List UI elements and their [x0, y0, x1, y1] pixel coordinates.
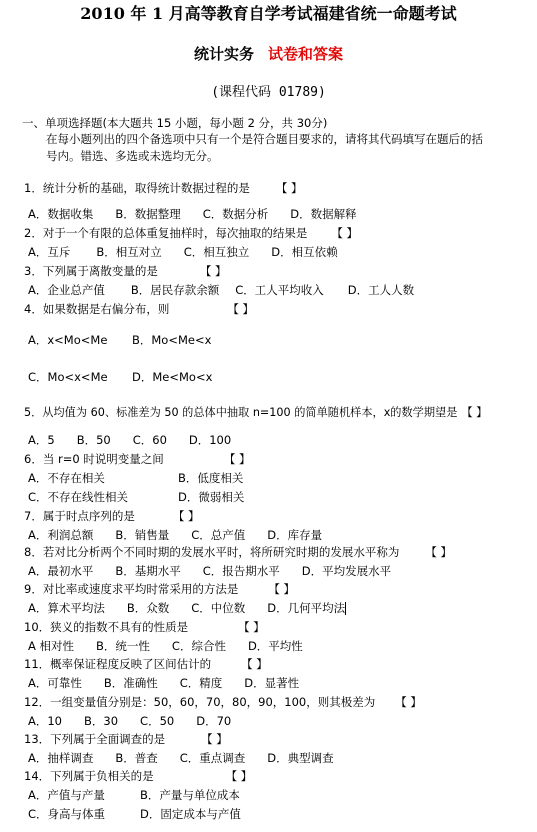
option-b: B．销售量	[115, 528, 170, 542]
option-d: D．工人人数	[347, 283, 415, 297]
question-stem: 2．对于一个有限的总体重复抽样时，每次抽取的结果是	[24, 226, 308, 240]
option-d: D．显著性	[244, 676, 300, 690]
option-c: C．工人平均收入	[235, 283, 324, 297]
option-d: D．固定成本与产值	[140, 807, 241, 821]
option-a: A．可靠性	[28, 676, 82, 690]
answer-blank: 【 】	[395, 695, 422, 709]
option-d: D．数据解释	[290, 207, 357, 221]
option-a: A．最初水平	[28, 564, 94, 578]
exam-subtitle	[0, 47, 537, 62]
option-b: B．数据整理	[115, 207, 181, 221]
question-1	[24, 181, 302, 196]
question-5	[24, 405, 487, 420]
option-d: D．平均发展水平	[301, 564, 392, 578]
option-a: A．5	[28, 433, 55, 447]
option-b: B．相互对立	[96, 245, 162, 259]
question-3-options	[28, 283, 414, 298]
question-2	[24, 226, 358, 241]
question-6	[24, 452, 250, 467]
subject-name: 统计实务	[193, 45, 254, 63]
option-c: C．总产值	[191, 528, 246, 542]
question-8-options	[28, 564, 391, 579]
answer-blank: 【 】	[199, 264, 227, 278]
question-stem: 9．对比率或速度求平均时常采用的方法是	[24, 582, 239, 596]
question-stem: 10．狭义的指数不具有的性质是	[24, 620, 189, 634]
question-stem: 14．下列属于负相关的是	[24, 769, 154, 783]
question-12	[24, 695, 422, 710]
option-b: B．普查	[115, 751, 158, 765]
option-b: B．众数	[126, 601, 170, 615]
answer-blank: 【 】	[223, 452, 251, 466]
section-instruction-2: 号内。错选、多选或未选均无分。	[46, 149, 219, 163]
option-a: A．互斥	[28, 245, 71, 259]
question-14	[24, 769, 252, 784]
option-c: C．60	[132, 433, 167, 447]
question-8	[24, 545, 452, 560]
option-b: B．Mo<Me<x	[132, 333, 212, 347]
question-stem: 8．若对比分析两个不同时期的发展水平时，将所研究时期的发展水平称为	[24, 545, 400, 559]
option-d: D．几何平均法	[267, 601, 346, 615]
option-b: B．居民存款余额	[130, 283, 220, 297]
option-d: D．100	[188, 433, 232, 447]
question-1-options	[28, 207, 357, 222]
option-d: D．典型调查	[267, 751, 334, 765]
question-9-options	[28, 601, 346, 616]
answer-blank: 【 】	[275, 181, 303, 195]
answer-blank: 【 】	[241, 657, 268, 671]
question-3	[24, 264, 226, 279]
exam-title: 2010 年 1 月高等教育自学考试福建省统一命题考试	[80, 4, 457, 23]
option-a: A．不存在相关	[28, 471, 105, 485]
question-2-options	[28, 245, 338, 260]
question-7-options	[28, 528, 322, 543]
answer-blank: 【 】	[201, 732, 228, 746]
question-stem: 7．属于时点序列的是	[24, 509, 135, 523]
question-13	[24, 732, 228, 747]
option-b: B．50	[76, 433, 111, 447]
option-a: A．数据收集	[28, 207, 94, 221]
question-13-options	[28, 751, 334, 766]
option-b: B．30	[84, 714, 119, 728]
option-a: A．利润总额	[28, 528, 94, 542]
option-d: D．Me<Mo<x	[132, 370, 213, 384]
course-code: (课程代码 01789)	[211, 85, 326, 100]
question-4	[24, 302, 254, 317]
answer-blank: 【 】	[425, 545, 452, 559]
option-b: B．产量与单位成本	[140, 788, 240, 802]
question-10-options	[28, 639, 303, 654]
option-a: A 相对性	[28, 639, 75, 653]
question-10	[24, 620, 265, 635]
question-11-options	[28, 676, 299, 691]
answer-blank: 【 】	[227, 302, 254, 316]
option-b: B．低度相关	[178, 471, 244, 485]
text-cursor	[345, 602, 346, 615]
option-c: C．重点调查	[179, 751, 246, 765]
option-a: A．x<Mo<Me	[28, 333, 108, 347]
question-7	[24, 509, 199, 524]
option-c: C．不存在线性相关	[28, 490, 129, 504]
section-heading: 一、单项选择题(本大题共 15 小题，每小题 2 分，共 30分)	[22, 116, 328, 130]
answer-blank: 【 】	[172, 509, 200, 523]
answer-blank: 【 】	[461, 406, 488, 419]
question-stem: 6．当 r=0 时说明变量之间	[24, 452, 164, 466]
option-a: A．企业总产值	[28, 283, 105, 297]
option-a: A．10	[28, 714, 63, 728]
option-d: D．70	[196, 714, 232, 728]
option-a: A．产值与产量	[28, 788, 105, 802]
question-11	[24, 657, 268, 672]
option-d: D．平均性	[247, 639, 303, 653]
question-stem: 3．下列属于离散变量的是	[24, 264, 158, 278]
option-b: B．基期水平	[115, 564, 181, 578]
option-c: C．身高与体重	[28, 807, 106, 821]
option-a: A．算术平均法	[28, 601, 105, 615]
option-d: D．微弱相关	[178, 490, 245, 504]
question-stem: 4．如果数据是右偏分布，则	[24, 302, 170, 316]
option-c: C．报告期水平	[202, 564, 280, 578]
option-b: B．准确性	[103, 676, 158, 690]
question-stem: 11．概率保证程度反映了区间估计的	[24, 657, 212, 671]
option-b: B．统一性	[96, 639, 150, 653]
option-c: C．精度	[179, 676, 223, 690]
option-c: C．数据分析	[202, 207, 269, 221]
option-d: D．相互依赖	[271, 245, 338, 259]
answer-blank: 【 】	[225, 769, 253, 783]
question-12-options	[28, 714, 231, 729]
subject-answer-label: 试卷和答案	[268, 45, 344, 63]
question-stem: 1．统计分析的基础，取得统计数据过程的是	[24, 181, 250, 195]
question-stem: 13．下列属于全面调查的是	[24, 732, 166, 746]
question-stem: 12．一组变量值分别是：50，60，70，80，90，100，则其极差为	[24, 695, 376, 709]
option-c: C．中位数	[191, 601, 246, 615]
option-a: A．抽样调查	[28, 751, 94, 765]
answer-blank: 【 】	[268, 582, 295, 596]
option-c: C．Mo<x<Me	[28, 370, 108, 384]
answer-blank: 【 】	[238, 620, 265, 634]
section-instruction-1: 在每小题列出的四个备选项中只有一个是符合题目要求的，请将其代码填写在题后的括	[46, 132, 483, 146]
question-5-options	[28, 433, 231, 448]
option-d: D．库存量	[267, 528, 323, 542]
option-c: C．综合性	[171, 639, 226, 653]
option-c: C．50	[140, 714, 175, 728]
question-stem: 5．从均值为 60、标准差为 50 的总体中抽取 n=100 的简单随机样本，x的数学期望是	[24, 406, 458, 419]
answer-blank: 【 】	[331, 226, 358, 240]
option-c: C．相互独立	[183, 245, 250, 259]
question-9	[24, 582, 295, 597]
